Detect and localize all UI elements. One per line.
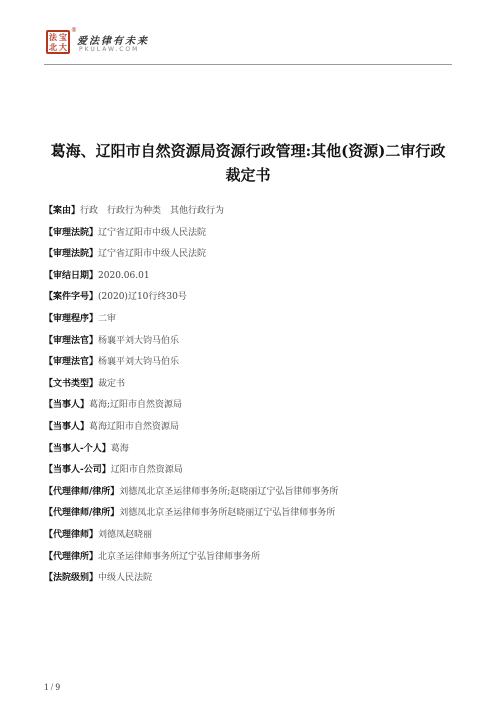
header-divider (44, 64, 452, 65)
field-value: 2020.06.01 (98, 270, 150, 281)
field-label: 【审结日期】 (44, 270, 99, 281)
metadata-field (44, 334, 464, 356)
metadata-field (44, 226, 464, 248)
field-label: 【当事人-个人】 (44, 443, 111, 454)
field-label: 【代理律师/律所】 (44, 486, 120, 497)
document-title (40, 139, 456, 187)
field-label: 【案件字号】 (44, 292, 99, 303)
field-label: 【审理法院】 (44, 227, 99, 238)
field-label: 【代理律师/律所】 (44, 508, 120, 519)
field-label: 【审理法官】 (44, 357, 99, 368)
field-label: 【代理律师】 (44, 529, 99, 540)
logo-slogan: 爱法律有未来 (77, 36, 149, 47)
field-value: 葛海辽阳市自然资源局 (89, 421, 180, 432)
metadata-field (44, 571, 464, 593)
metadata-field (44, 247, 464, 269)
field-label: 【代理律所】 (44, 551, 99, 562)
field-label: 【文书类型】 (44, 378, 99, 389)
metadata-fields (44, 204, 464, 593)
metadata-field (44, 355, 464, 377)
seal-char: 法 (49, 32, 57, 42)
field-value: 刘德凤赵晓丽 (98, 529, 153, 540)
field-label: 【审理程序】 (44, 313, 99, 324)
field-label: 【法院级别】 (44, 573, 99, 584)
field-value: 辽宁省辽阳市中级人民法院 (98, 227, 207, 238)
field-value: 葛海 (110, 443, 129, 454)
field-value: 杨襄平刘大钧马伯乐 (98, 335, 180, 346)
field-value: 裁定书 (98, 378, 126, 389)
title-line-2: 裁定书 (225, 166, 271, 184)
metadata-field (44, 398, 464, 420)
metadata-field (44, 290, 464, 312)
field-value: 辽阳市自然资源局 (110, 465, 183, 476)
metadata-field (44, 420, 464, 442)
metadata-field (44, 506, 464, 528)
field-value: (2020)辽10行终30号 (98, 292, 187, 303)
seal-char: 大 (59, 42, 67, 52)
field-value: 辽宁省辽阳市中级人民法院 (98, 249, 207, 260)
logo-seal (46, 30, 70, 54)
registered-mark: ® (71, 27, 77, 34)
logo-domain: PKULAW.COM (79, 46, 140, 53)
metadata-field (44, 377, 464, 399)
page-indicator: 1 / 9 (44, 682, 61, 692)
field-label: 【审理法院】 (44, 249, 99, 260)
field-value: 葛海;辽阳市自然资源局 (89, 400, 183, 411)
seal-char: 北 (49, 42, 57, 52)
field-label: 【当事人-公司】 (44, 465, 111, 476)
metadata-field (44, 550, 464, 572)
field-label: 【当事人】 (44, 421, 90, 432)
metadata-field (44, 269, 464, 291)
metadata-field (44, 312, 464, 334)
field-value: 刘德凤北京圣运律师事务所赵晓丽辽宁弘旨律师事务所 (119, 508, 336, 519)
field-value: 中级人民法院 (98, 573, 153, 584)
pkulaw-logo (46, 27, 166, 64)
field-value: 行政 行政行为种类 其他行政行为 (80, 206, 225, 216)
metadata-field (44, 528, 464, 550)
metadata-field (44, 442, 464, 464)
title-line-1: 葛海、辽阳市自然资源局资源行政管理:其他(资源)二审行政 (50, 142, 446, 160)
seal-char: 宝 (59, 32, 67, 42)
field-label: 【审理法官】 (44, 335, 99, 346)
metadata-field (44, 463, 464, 485)
field-label: 【当事人】 (44, 400, 90, 411)
field-value: 北京圣运律师事务所辽宁弘旨律师事务所 (98, 551, 261, 562)
metadata-field (44, 485, 464, 507)
field-value: 杨襄平刘大钧马伯乐 (98, 357, 180, 368)
metadata-field (44, 204, 464, 226)
field-value: 二审 (98, 313, 117, 324)
field-label: 【案由】 (44, 206, 81, 216)
field-value: 刘德凤北京圣运律师事务所;赵晓丽辽宁弘旨律师事务所 (119, 486, 339, 497)
